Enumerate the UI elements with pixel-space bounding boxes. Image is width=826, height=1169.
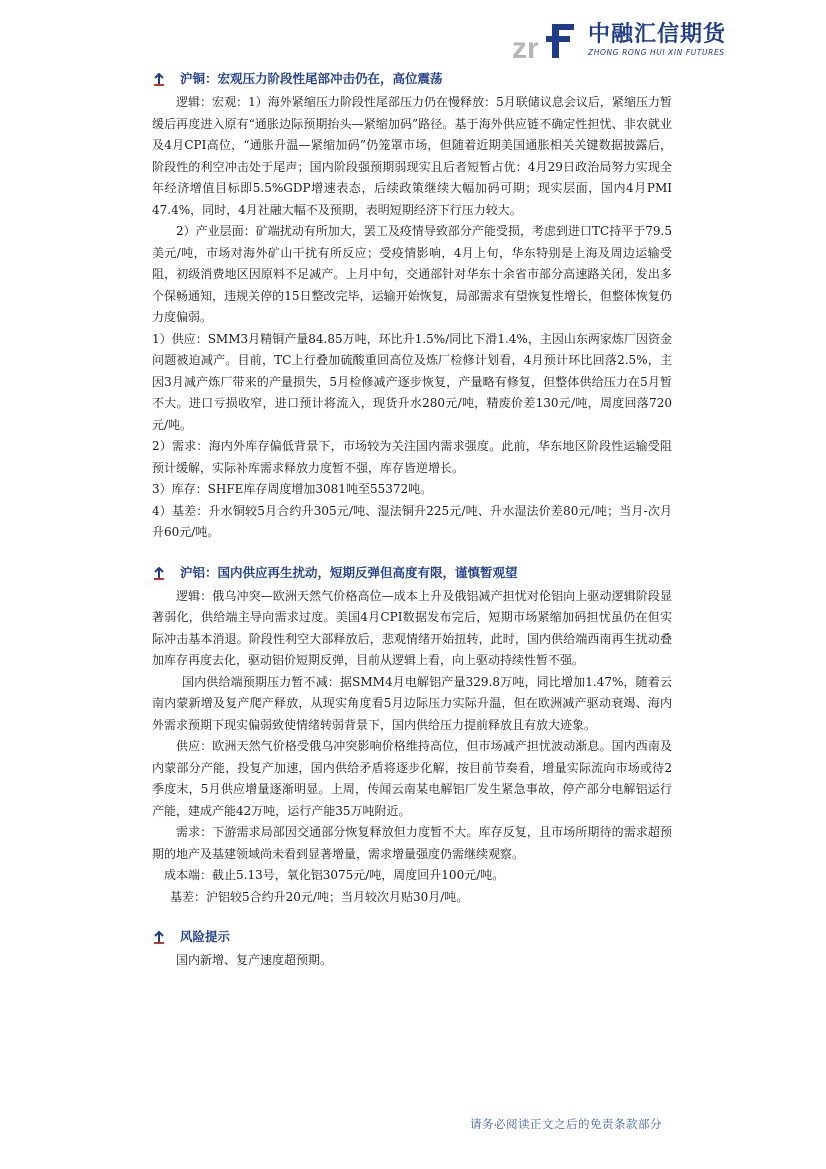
aluminum-demand-paragraph: 需求：下游需求局部因交通部分恢复释放但力度暂不大。库存反复，且市场所期待的需求超预期的地产及基建领域尚未看到显著增量，需求增量强度仍需继续观察。: [152, 825, 672, 861]
aluminum-section: [152, 562, 672, 909]
copper-section: [152, 68, 672, 544]
copper-macro-paragraph: 逻辑：宏观：1）海外紧缩压力阶段性尾部压力仍在慢释放：5月联储议息会议后，紧缩压力暂缓后再度进入原有“通胀边际预期抬头—紧缩加码”路径。基于海外供应链不确定性担忧、非农就业及4月CPI高位，“通胀升温—紧缩加码”仍笼罩市场，但随着近期美国通胀相关关键数据披露后，阶段性的利空冲击处于尾声；国内阶段强预期弱现实且后者短暂占优：4月29日政治局努力实现全年经济增值目标即5.5%GDP增速表态，后续政策继续大幅加码可期；现实层面，国内4月PMI 47.4%，同时，4月社融大幅不及预期，表明短期经济下行压力较大。: [152, 95, 672, 217]
aluminum-logic-paragraph: 逻辑：俄乌冲突—欧洲天然气价格高位—成本上升及俄铝减产担忧对伦铝向上驱动逻辑阶段显著弱化，供给端主导向需求过度。美国4月CPI数据发布完后，短期市场紧缩加码担忧虽仍在但实际冲击基本消退。阶段性利空大部释放后，悲观情绪开始扭转，此时，国内供给端西南再生扰动叠加库存再度去化，驱动铝价短期反弹，目前从逻辑上看，向上驱动持续性暂不强。: [152, 588, 672, 667]
report-body: [152, 68, 672, 986]
company-logo: [512, 18, 726, 62]
svg-text:zr: zr: [511, 32, 539, 62]
logo-english-name: ZHONG RONG HUI XIN FUTURES: [587, 48, 725, 57]
bullet-icon: [152, 566, 166, 580]
risk-section: [152, 926, 672, 972]
aluminum-supply-paragraph: 供应：欧洲天然气价格受俄乌冲突影响价格维持高位，但市场减产担忧波动渐息。国内西南及内蒙部分产能，投复产加速，国内供给矛盾将逐步化解，按目前节奏看，增量实际流向市场或待2季度末，5月供应增量逐渐明显。上周，传闻云南某电解铝厂发生紧急事故，停产部分电解铝运行产能，建成产能42万吨，运行产能35万吨附近。: [152, 739, 672, 818]
copper-inventory-paragraph: 3）库存：SHFE库存周度增加3081吨至55372吨。: [152, 482, 433, 496]
aluminum-heading: 沪铝：国内供应再生扰动，短期反弹但高度有限，谨慎暂观望: [152, 562, 672, 584]
disclaimer-footer: 请务必阅读正文之后的免责条款部分: [470, 1117, 662, 1131]
zrf-logo-icon: [512, 18, 584, 62]
logo-chinese-name: 中融汇信期货: [587, 22, 726, 47]
aluminum-domestic-supply-paragraph: 国内供给端预期压力暂不减：据SMM4月电解铝产量329.8万吨，同比增加1.47%，随着云南内蒙新增及复产爬产释放，从现实角度看5月边际压力实际升温，但在欧洲减产驱动衰竭、海内外需求预期下现实偏弱致使情绪转弱背景下，国内供给压力提前释放且有放大迹象。: [152, 674, 672, 732]
aluminum-cost-paragraph: 成本端：截止5.13号，氧化铝3075元/吨，周度回升100元/吨。: [164, 868, 505, 882]
bullet-icon: [152, 72, 166, 86]
copper-supply-paragraph: 1）供应：SMM3月精铜产量84.85万吨，环比升1.5%/同比下滑1.4%，主因山东两家炼厂因资金问题被迫减产。目前，TC上行叠加硫酸重回高位及炼厂检修计划看，4月预计环比回落2.5%，主因3月减产炼厂带来的产量损失，5月检修减产逐步恢复，产量略有修复，但整体供给压力在5月暂不大。进口亏损收窄，进口预计将流入，现货升水280元/吨，精废价差130元/吨，周度回落720元/吨。: [152, 331, 672, 432]
copper-industry-paragraph: 2）产业层面：矿端扰动有所加大，罢工及疫情导致部分产能受损，考虑到进口TC持平于79.5美元/吨，市场对海外矿山干扰有所反应；受疫情影响，4月上旬，华东特别是上海及周边运输受阻，初级消费地区因原料不足减产。上月中旬，交通部针对华东十余省市部分高速路关闭，发出多个保畅通知，违规关停的15日整改完毕，运输开始恢复，局部需求有望恢复性增长，但整体恢复仍力度偏弱。: [152, 224, 672, 324]
copper-basis-paragraph: 4）基差：升水铜较5月合约升305元/吨、湿法铜升225元/吨、升水湿法价差80元/吨；当月-次月升60元/吨。: [152, 503, 672, 539]
risk-heading: 风险提示: [152, 926, 672, 948]
aluminum-basis-paragraph: 基差：沪铝较5合约升20元/吨；当月较次月贴30月/吨。: [170, 889, 469, 904]
risk-text: 国内新增、复产速度超预期。: [176, 953, 333, 967]
bullet-icon: [152, 930, 166, 944]
copper-heading: 沪铜：宏观压力阶段性尾部冲击仍在，高位震荡: [152, 68, 672, 90]
copper-demand-paragraph: 2）需求：海内外库存偏低背景下，市场较为关注国内需求强度。此前，华东地区阶段性运输受阻预计缓解，实际补库需求释放力度暂不强，库存皆逆增长。: [152, 439, 672, 475]
